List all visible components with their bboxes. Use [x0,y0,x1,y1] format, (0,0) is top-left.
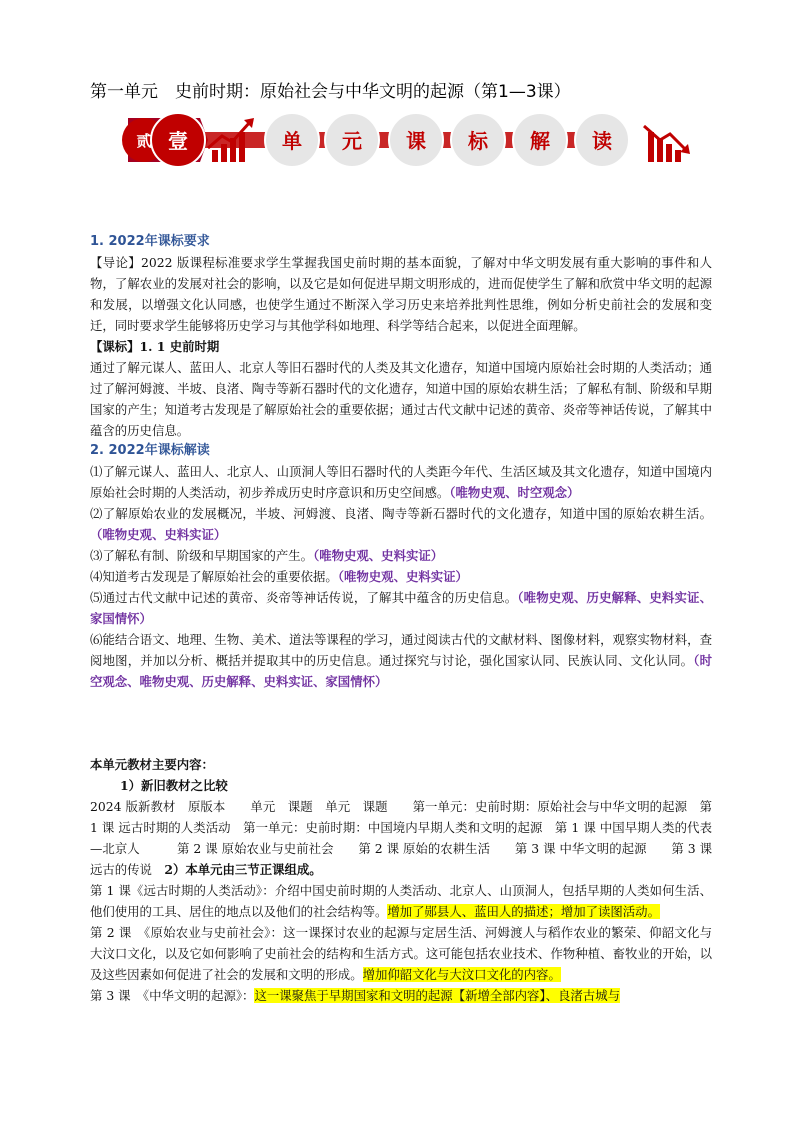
content-heading: 本单元教材主要内容： [90,757,214,772]
lesson2-paragraph [90,922,712,985]
compare-text [90,796,712,880]
standard-label: 【课标】1. 1 史前时期 [90,339,220,354]
lesson3-highlight: 这一课聚焦于早期国家和文明的起源【新增全部内容】、良渚古城与 [254,988,620,1003]
literacy-tag: （唯物史观、史料实证） [313,548,444,563]
lesson1-highlight: 增加了郧县人、蓝田人的描述；增加了读图活动。 [387,904,660,919]
banner-char-4: 元 [342,129,362,153]
section1-heading: 1. 2022年课标要求 [90,234,210,249]
literacy-tag: （时空观念、唯物史观、历史解释、史料实证、家国情怀） [90,653,712,689]
spacer [90,692,712,754]
section2-heading: 2. 2022年课标解读 [90,443,210,458]
interpretation-text: ⑷知道考古发现是了解原始社会的重要依据。 [90,569,338,584]
interpretation-text: ⑶了解私有制、阶级和早期国家的产生。 [90,548,314,563]
lesson1-text: 第 1 课《远古时期的人类活动》：介绍中国史前时期的人类活动、北京人、山顶洞人，包括早期的人类如何生活、他们使用的工具、居住的地点以及他们的社会结构等。 [90,883,712,919]
lesson2-highlight: 增加仰韶文化与大汶口文化的内容。 [362,967,561,982]
banner-char-6: 标 [468,129,488,153]
interpretation-text: ⑴了解元谋人、蓝田人、北京人、山顶洞人等旧石器时代的人类距今年代、生活区域及其文化遗存，知道中国境内原始社会时期的人类活动，初步养成历史时序意识和历史空间感。 [90,464,712,500]
banner [90,110,712,170]
banner-char-2: 壹 [168,129,188,153]
interpretation-text: ⑹能结合语文、地理、生物、美术、道法等课程的学习，通过阅读古代的文献材料、图像材料，观察实物材料，查阅地图，并加以分析、概括并提取其中的历史信息。通过探究与讨论，强化国家认同、民族认同、文化认同。 [90,632,712,668]
chart-trend-icon [644,126,690,162]
interpretation-item [90,566,712,587]
interpretation-item [90,545,712,566]
interpretation-text: ⑵了解原始农业的发展概况，半坡、河姆渡、良渚、陶寺等新石器时代的文化遗存，知道中国的原始农耕生活。 [90,506,712,521]
lesson3-text: 第 3 课 《中华文明的起源》： [90,988,255,1003]
lesson3-paragraph [90,985,712,1006]
literacy-tag: （唯物史观、时空观念） [449,485,580,500]
lesson1-paragraph [90,880,712,922]
banner-char-8: 读 [592,129,612,153]
compare-tail: 2）本单元由三节正课组成。 [164,862,322,877]
document-page [90,80,712,1006]
interpretation-item [90,629,712,692]
interpretation-text: ⑸通过古代文献中记述的黄帝、炎帝等神话传说，了解其中蕴含的历史信息。 [90,590,518,605]
unit-title: 第一单元 史前时期：原始社会与中华文明的起源（第1—3课） [90,82,571,102]
interpretation-item [90,587,712,629]
banner-char-1: 贰 [136,132,152,150]
lesson2-text: 第 2 课 《原始农业与史前社会》：这一课探讨农业的起源与定居生活、河姆渡人与稻作农业的繁荣、仰韶文化与大汶口文化，以及它如何影响了史前社会的结构和生活方式。这可能包括农业技术、作物种植、畜牧业的开始，以及这些因素如何促进了社会的发展和文明的形成。 [90,925,712,982]
section1-intro: 【导论】2022 版课程标准要求学生掌握我国史前时期的基本面貌，了解对中华文明发展有重大影响的事件和人物，了解农业的发展对社会的影响，以及它是如何促进早期文明形成的，进而促使学生了解和欣赏中华文明的起源和发展，以增强文化认同感，也使学生通过不断深入学习历史来培养批判性思维，例如分析史前社会的发展和变迁，同时要求学生能够将历史学习与其他学科如地理、科学等结合起来，以促进全面理解。 [90,255,712,333]
banner-graphic [90,110,712,170]
banner-char-7: 解 [530,129,550,153]
literacy-tag: （唯物史观、史料实证） [337,569,468,584]
interpretation-item [90,461,712,503]
compare-body: 2024 版新教材 原版本 单元 课题 单元 课题 第一单元：史前时期：原始社会与中华文明的起源 第 1 课 远古时期的人类活动 第一单元：史前时期：中国境内早期人类和文明的起源 第 1 课 中国早期人类的代表—北京人 第 2 课 原始农业与史前社会 第 2 课 原始的农耕生活 第 3 课 中华文明的起源 第 3 课 远古的传说 [90,799,712,877]
literacy-tag: （唯物史观、历史解释、史料实证、家国情怀） [90,590,712,626]
banner-char-5: 课 [406,129,426,153]
standard-text: 通过了解元谋人、蓝田人、北京人等旧石器时代的人类及其文化遗存，知道中国境内原始社会时期的人类活动；通过了解河姆渡、半坡、良渚、陶寺等新石器时代的文化遗存，知道中国的原始农耕生活；了解私有制、阶级和早期国家的产生；知道考古发现是了解原始社会的重要依据；通过古代文献中记述的黄帝、炎帝等神话传说，了解其中蕴含的历史信息。 [90,360,712,438]
compare-heading: 1）新旧教材之比较 [120,778,228,793]
banner-char-3: 单 [282,129,302,153]
interpretation-item [90,503,712,545]
literacy-tag: （唯物史观、史料实证） [90,527,227,542]
